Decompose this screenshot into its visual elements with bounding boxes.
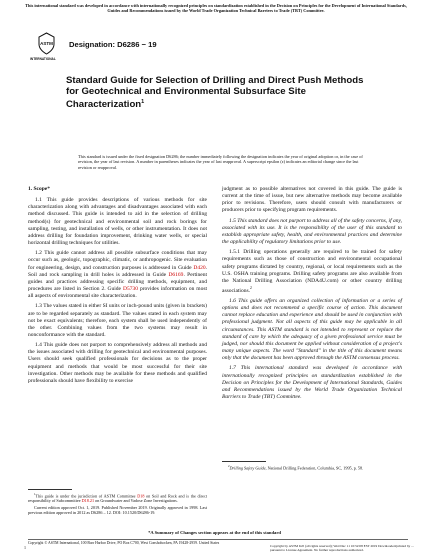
reference-link-d420[interactable]: D420 [193, 264, 206, 271]
paragraph-1-2 [28, 250, 207, 300]
document-title [66, 75, 366, 111]
paragraph-1-6: 1.6 This guide offers an organized collection of information or a series of options and does not recommend a specific course of action. This document cannot replace education and experience and should be used in conjunction with professional judgment. Not all aspects of this guide may be applicable in all circumstances. This ASTM standard is not intended to represent or replace the standard of care by which the adequacy of a given professional service must be judged, nor should this document be applied without consideration of a project's many unique aspects. The word "Standard" in the title of this document means only that the document has been approved through the ASTM consensus process. [222, 298, 402, 362]
logo-caption: INTERNATIONAL [30, 57, 56, 61]
title-text: Standard Guide for Selection of Drilling and Direct Push Methods for Geotechnical and Environmental Subsurface Site Characterization [66, 75, 364, 111]
footnotes-right [222, 464, 402, 471]
paragraph-1-1: 1.1 This guide provides descriptions of various methods for site characterization along with advantages and disadvantages associated with each method discussed. This guide is intended to aid in the selection of drilling method(s) for geotechnical and environmental soil and rock borings for sampling, testing, and installation of wells, or other instrumentation. It does not address drilling for foundation improvement, drinking water wells, or special horizontal drilling techniques for utilities. [28, 197, 207, 247]
astm-logo [38, 32, 55, 56]
text-span: provides information on most all aspects of environmental site characterization. [28, 286, 207, 300]
page-number: 1 [24, 545, 26, 550]
header-notice: This international standard was developed in accordance with internationally recognized principles on standardization established in the Decision on Principles for the Development of International Standards, Guides and Recommendations issued by the World Trade Organization Technical Barriers to Trade (TBT) Committee. [25, 3, 407, 14]
text-span: 1.5.1 Drilling operations generally are required to be trained for safety requirements such as those of construction and environmental occupational safety programs dictated by country, regional, or local requirements such as the U.S. OSHA training programs. Drilling safety programs are also available from the National Drilling Association (NDA4U.com) or other country drilling associations. [222, 249, 402, 294]
footnote-1 [28, 492, 207, 504]
svg-text:ASTM: ASTM [40, 41, 53, 46]
footnote-divider-left [28, 489, 72, 490]
reference-link-d5730[interactable]: D5730 [122, 286, 138, 293]
footnote-marker-2: 2 [249, 286, 252, 291]
text-span: 1.2 This guide cannot address all possible subsurface conditions that may occur such as, geologic, topographic, climatic, or anthropogenic. Site evaluation for engineering, design, and construction purposes is addressed in Guide [28, 250, 207, 271]
paragraph-1-3: 1.3 The values stated in either SI units or inch-pound units (given in brackets) are to be regarded separately as standard. The values stated in each system may not be exact equivalents; therefore, each system shall be used independently of the other. Combining values from the two systems may result in nonconformance with the standard. [28, 303, 207, 338]
footnote-divider-right [222, 461, 266, 462]
footnote-edition: Current edition approved Oct. 1, 2019. Published November 2019. Originally approved in 1998. Last previous edition approved in 2012 as D6286 – 12. DOI: 10.1520/D6286-19. [28, 504, 207, 515]
text-span: National Drilling Federation, Columbia, SC, 1995, p. 58. [266, 465, 364, 471]
footnote-marker: 2 [228, 464, 230, 468]
text-span: . Pertinent guides and practices addressing specific drilling methods, equipment, and procedures are listed in Section 2. Guide [28, 271, 207, 293]
text-span: on Groundwater and Vadose Zone Investigations. [94, 498, 178, 504]
paragraph-1-4: 1.4 This guide does not purport to comprehensively address all methods and the issues associated with drilling for geotechnical and environmental purposes. Users should seek qualified professionals for decisions as to the proper equipment and methods that would be most successful for their site investigation. Other methods may be available for these methods and qualified professionals should have flexibility to exercise [28, 342, 207, 384]
designation: Designation: D6286 − 19 [69, 40, 157, 49]
right-column [222, 186, 402, 404]
license-stamp: Copyright by ASTM Int'l (all rights reserved); Wed Dec 11 10:52:08 EST 2019 Downloaded/printed by ... pursuant to License Agreement. No further reproductions authorized. [270, 544, 414, 552]
title-footnote-marker: 1 [141, 99, 145, 106]
text-span: This guide is under the jurisdiction of ASTM Committee [35, 493, 138, 499]
reference-link-d18-21[interactable]: D18.21 [81, 498, 95, 504]
issue-note: This standard is issued under the fixed designation D6286; the number immediately following the designation indicates the year of original adoption or, in the case of revision, the year of last revision. A number in parentheses indicates the year of last reapproval. A superscript epsilon (ε) indicates an editorial change since the last revision or reapproval. [78, 154, 363, 170]
text-span: on Soil and Rock and is the direct responsibility of Subcommittee [28, 493, 207, 504]
paragraph-1-5-1 [222, 249, 402, 295]
reference-link-d6169[interactable]: D6169 [168, 271, 184, 278]
paragraph-continued: judgment as to possible alternatives not covered in this guide. The guide is current at the time of issue, but new alternative methods may become available prior to revisions. Therefore, users should consult with manufacturers or producers prior to specifying program requirements. [222, 186, 402, 214]
paragraph-1-7: 1.7 This international standard was developed in accordance with internationally recognized principles on standardization established in the Decision on Principles for the Development of International Standards, Guides and Recommendations issued by the World Trade Organization Technical Barriers to Trade (TBT) Committee. [222, 365, 402, 401]
copyright-line: Copyright © ASTM International, 100 Barr Harbor Drive, PO Box C700, West Conshohocken, PA 19428-2959. United States [28, 539, 408, 545]
section-heading-scope: 1. Scope* [28, 186, 50, 192]
footnote-italic: Drilling Safety Guide, [229, 465, 267, 471]
footnotes-left [28, 492, 207, 516]
reference-link-d18[interactable]: D18 [137, 493, 145, 499]
left-column [28, 186, 207, 388]
text-span: . Soil and rock sampling in drill holes is addressed in Guide [28, 264, 207, 278]
footnote-2 [222, 464, 402, 470]
paragraph-1-5: 1.5 This standard does not purport to address all of the safety concerns, if any, associated with its use. It is the responsibility of the user of this standard to establish appropriate safety, health, and environmental practices and determine the applicability of regulatory limitations prior to use. [222, 217, 402, 246]
footnote-marker: 1 [34, 492, 36, 496]
summary-of-changes-note: *A Summary of Changes section appears at the end of this standard [148, 530, 281, 535]
